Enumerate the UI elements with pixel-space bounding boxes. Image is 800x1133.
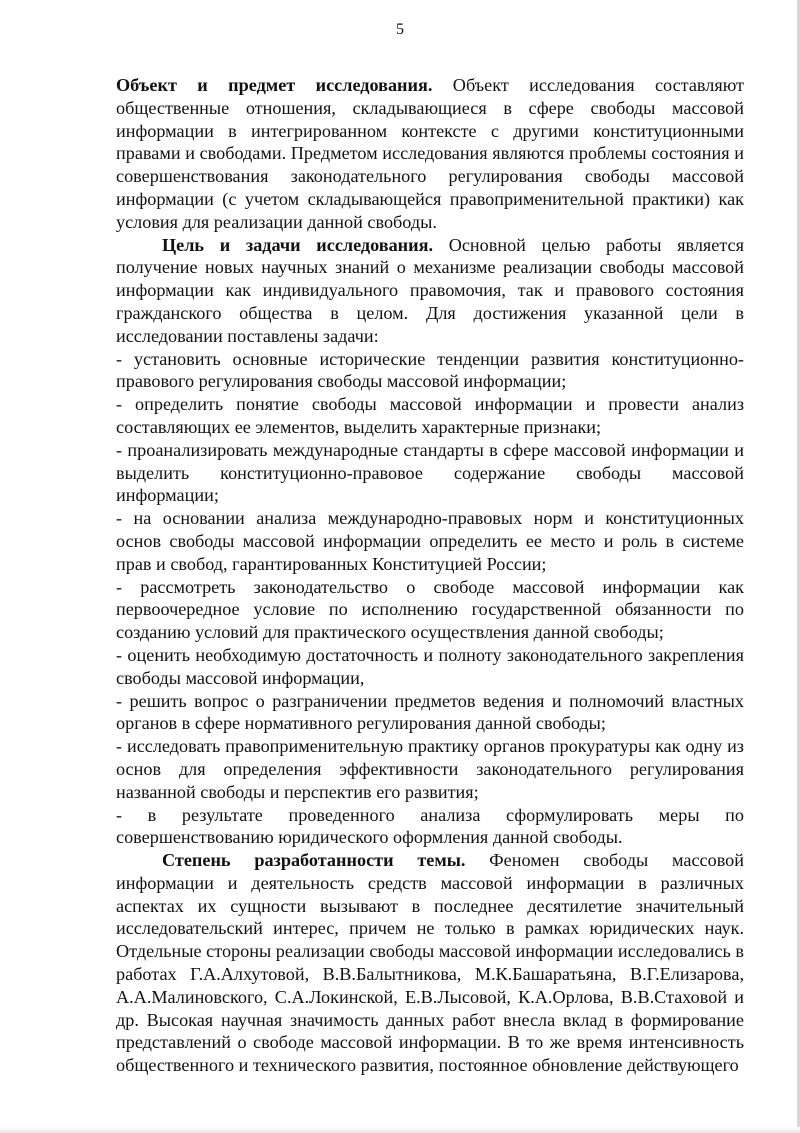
task-item: - в результате проведенного анализа сформулировать меры по совершенствованию юридического оформления данной свободы. xyxy=(116,804,744,848)
task-item: - рассмотреть законодательство о свободе массовой информации как первоочередное условие по исполнению государственной обязанности по созданию условий для практического осуществления данной свободы; xyxy=(116,576,744,643)
task-item: - решить вопрос о разграничении предметов ведения и полномочий властных органов в сфере нормативного регулирования данной свободы; xyxy=(116,690,744,734)
degree-text: Феномен свободы массовой информации и деятельность средств массовой информации в различных аспектах их сущности вызывают в последнее десятилетие значительный исследовательский интерес, причем не только в рамках юридических наук. Отдельные стороны реализации свободы массовой информации исследовались в работах Г.А.Алхутовой, В.В.Балытникова, М.К.Башаратьяна, В.Г.Елизарова, А.А.Малиновского, С.А.Локинской, Е.В.Лысовой, К.А.Орлова, В.В.Стаховой и др. Высокая научная значимость данных работ внесла вклад в формирование представлений о свободе массовой информации. В то же время интенсивность общественного и технического развития, постоянное обновление действующего xyxy=(116,850,744,1076)
goals-paragraph xyxy=(116,234,744,348)
goals-text: Основной целью работы является получение новых научных знаний о механизме реализации свободы массовой информации как индивидуального правомочия, так и правового состояния гражданского общества в целом. Для достижения указанной цели в исследовании поставлены задачи: xyxy=(116,234,744,346)
task-item: - определить понятие свободы массовой информации и провести анализ составляющих ее элементов, выделить характерные признаки; xyxy=(116,394,744,437)
object-heading: Объект и предмет исследования. xyxy=(116,75,433,95)
document-body xyxy=(116,74,744,1077)
task-item: - проанализировать международные стандарты в сфере массовой информации и выделить конституционно-правовое содержание свободы массовой информации; xyxy=(116,439,744,506)
degree-paragraph xyxy=(116,849,744,1077)
task-item: - на основании анализа международно-правовых норм и конституционных основ свободы массовой информации определить ее место и роль в системе прав и свобод, гарантированных Конституцией России; xyxy=(116,508,744,574)
task-item: - оценить необходимую достаточность и полноту законодательного закрепления свободы массовой информации, xyxy=(116,644,744,688)
page-number: 5 xyxy=(396,21,404,38)
task-item: - установить основные исторические тенденции развития конституционно-правового регулирования свободы массовой информации; xyxy=(116,348,744,392)
task-item: - исследовать правоприменительную практику органов прокуратуры как одну из основ для определения эффективности законодательного регулирования названной свободы и перспектив его развития; xyxy=(116,736,744,802)
goals-heading: Цель и задачи исследования. xyxy=(162,234,434,255)
degree-heading: Степень разработанности темы. xyxy=(162,850,466,871)
object-paragraph xyxy=(116,74,744,234)
scan-bottom-shadow xyxy=(0,1127,800,1133)
object-text: Объект исследования составляют общественные отношения, складывающиеся в сфере свободы массовой информации в интегрированном контексте с другими конституционными правами и свободами. Предметом исследования являются проблемы состояния и совершенствования законодательного регулирования свободы массовой информации (с учетом складывающейся правоприменительной практики) как условия для реализации данной свободы. xyxy=(116,75,744,232)
